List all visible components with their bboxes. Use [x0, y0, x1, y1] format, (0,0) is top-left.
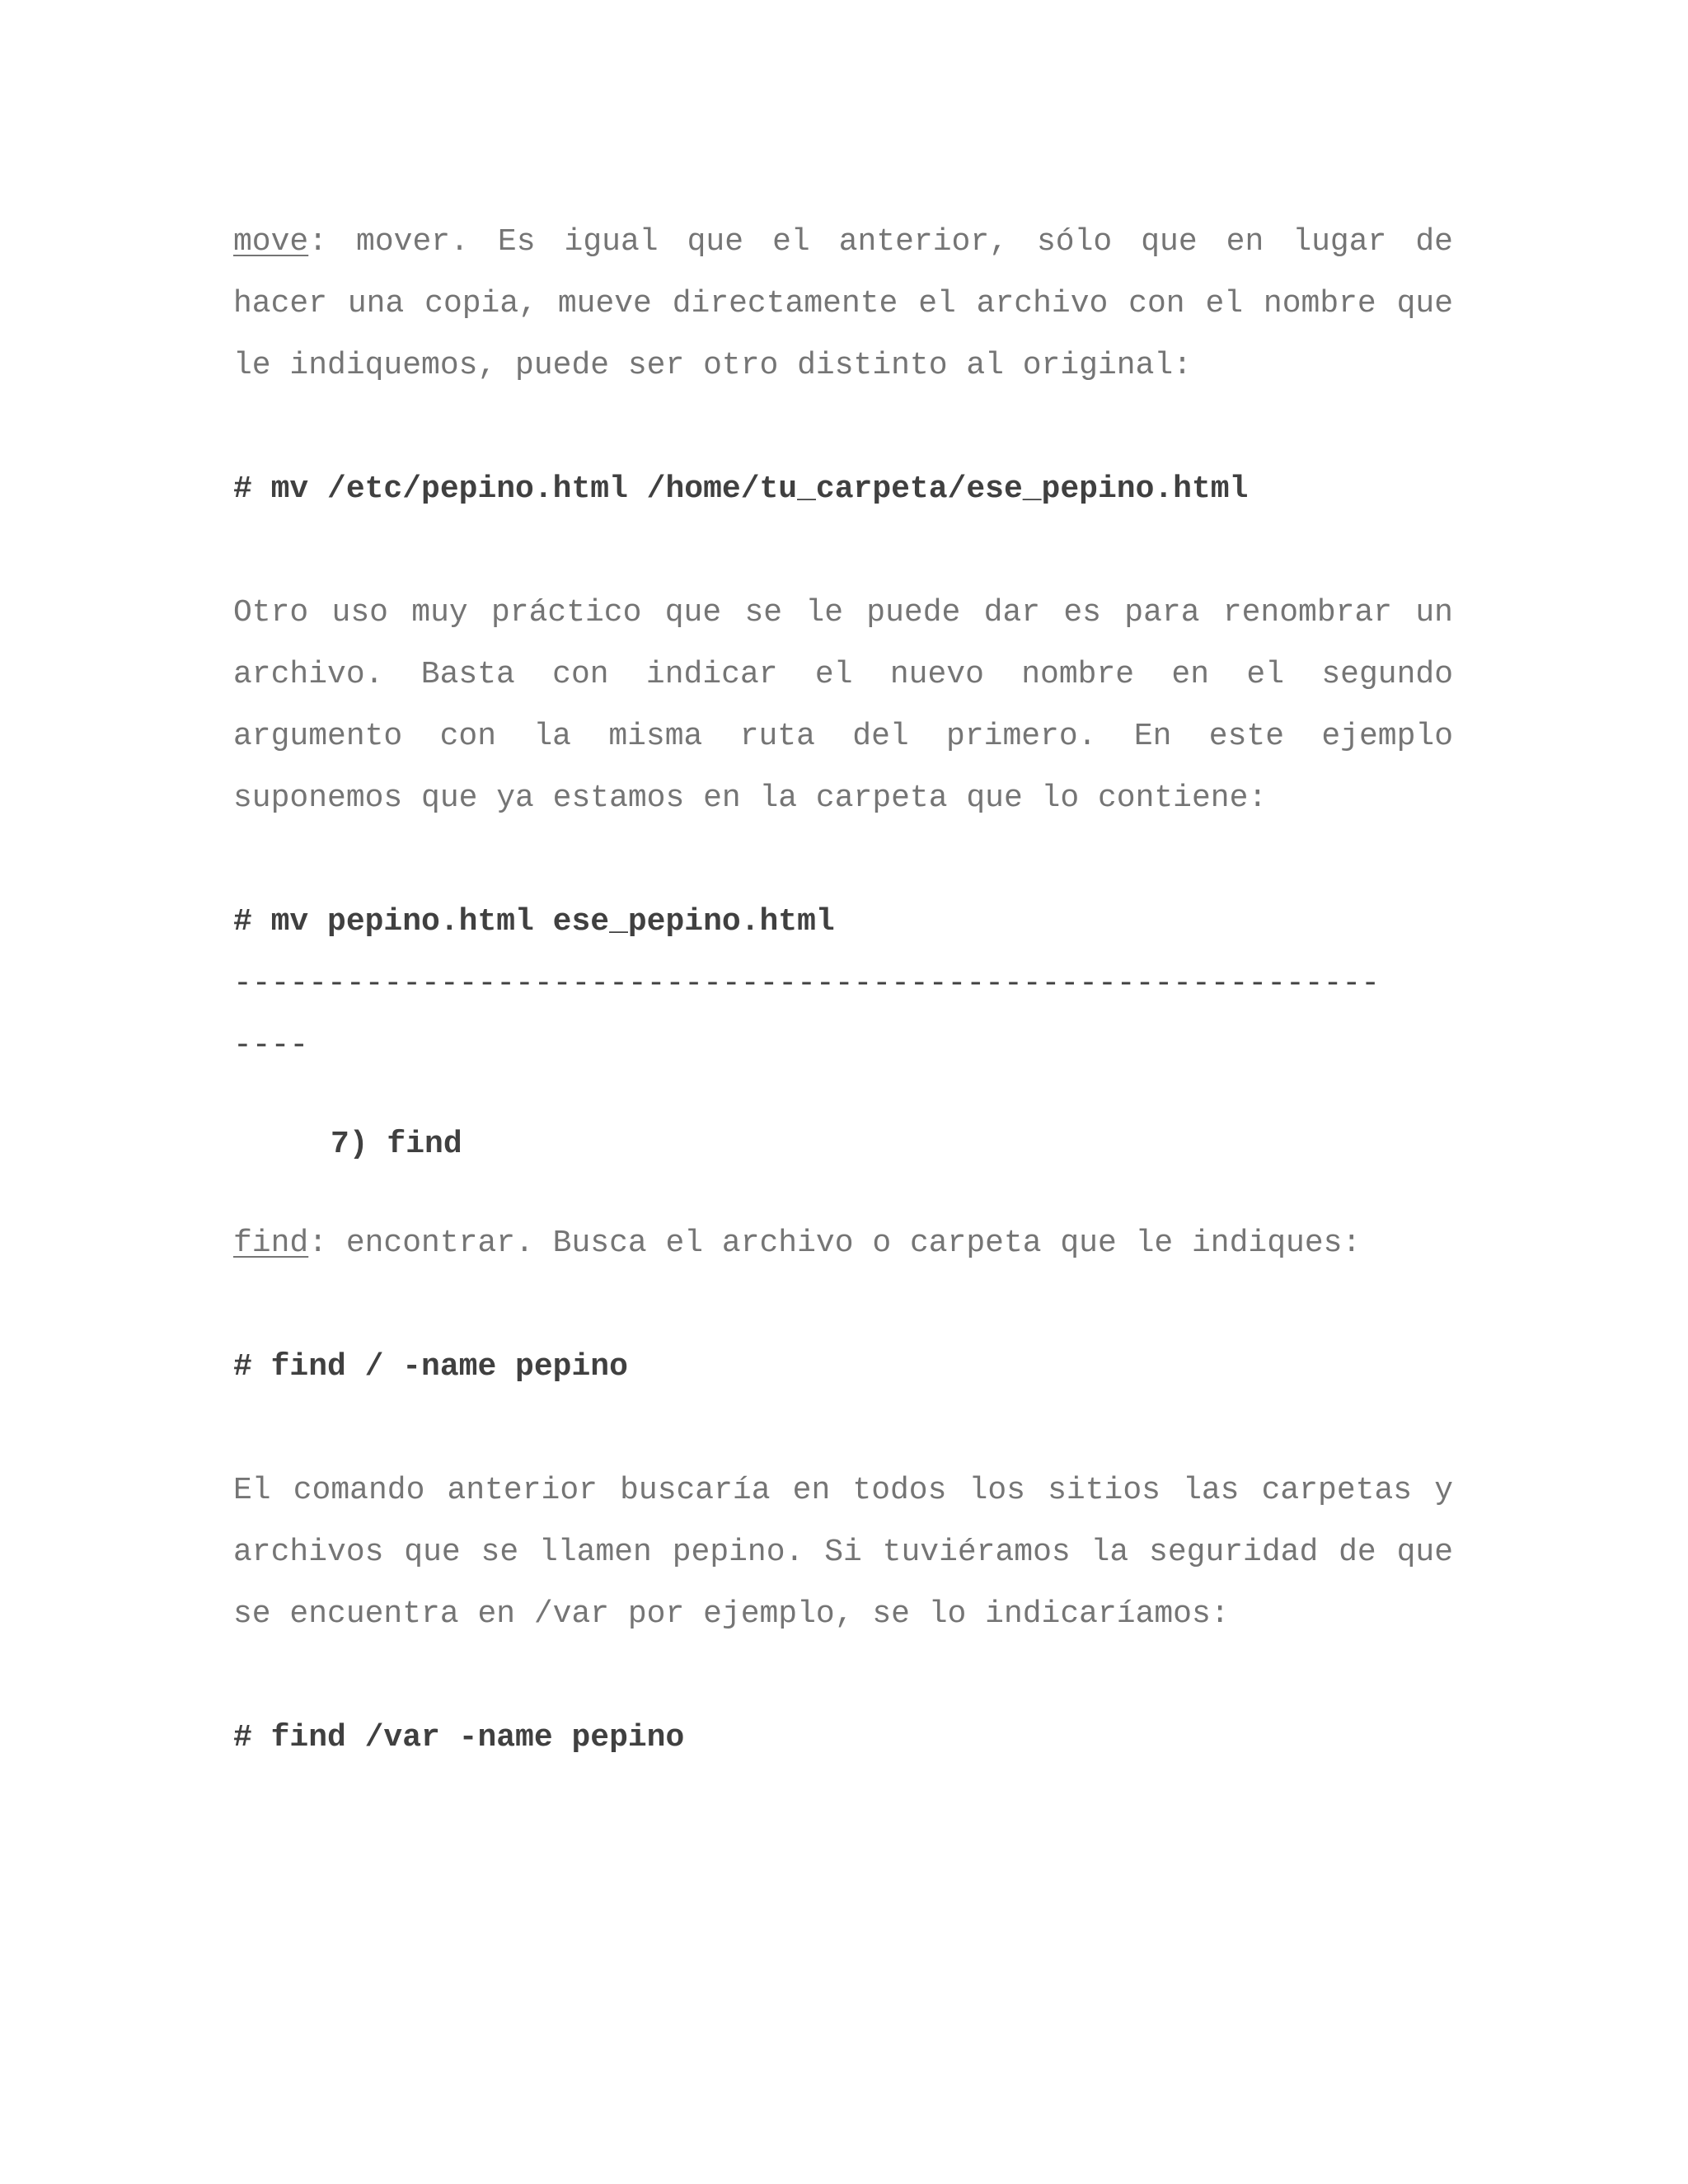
separator-line-2: ----	[233, 1028, 309, 1063]
find-description	[233, 1212, 1453, 1274]
find-heading: 7) find	[331, 1127, 462, 1162]
find-explanation: El comando anterior buscaría en todos los sitios las carpetas y archivos que se llamen pepino. Si tuviéramos la seguridad de que se encuentra en /var por ejemplo, se lo indicaríamos:	[233, 1473, 1453, 1632]
move-description	[233, 211, 1453, 396]
find-description-text: : encontrar. Busca el archivo o carpeta que le indiques:	[308, 1226, 1362, 1261]
rename-description: Otro uso muy práctico que se le puede dar es para renombrar un archivo. Basta con indicar el nuevo nombre en el segundo argumento con la misma ruta del primero. En este ejemplo suponemos que ya estamos en la carpeta que lo contiene:	[233, 595, 1453, 816]
move-description-text: : mover. Es igual que el anterior, sólo que en lugar de hacer una copia, mueve directamente el archivo con el nombre que le indiquemos, puede ser otro distinto al original:	[233, 224, 1453, 383]
find-command-example: # find / -name pepino	[233, 1349, 628, 1385]
mv-rename-command: # mv pepino.html ese_pepino.html	[233, 904, 835, 940]
separator-line-1: -------------------------------------------------------------	[233, 966, 1381, 1001]
mv-command-example: # mv /etc/pepino.html /home/tu_carpeta/ese_pepino.html	[233, 471, 1249, 507]
move-term: move	[233, 224, 309, 260]
document-page	[233, 211, 1453, 1769]
find-var-command: # find /var -name pepino	[233, 1720, 685, 1755]
find-term: find	[233, 1226, 309, 1261]
